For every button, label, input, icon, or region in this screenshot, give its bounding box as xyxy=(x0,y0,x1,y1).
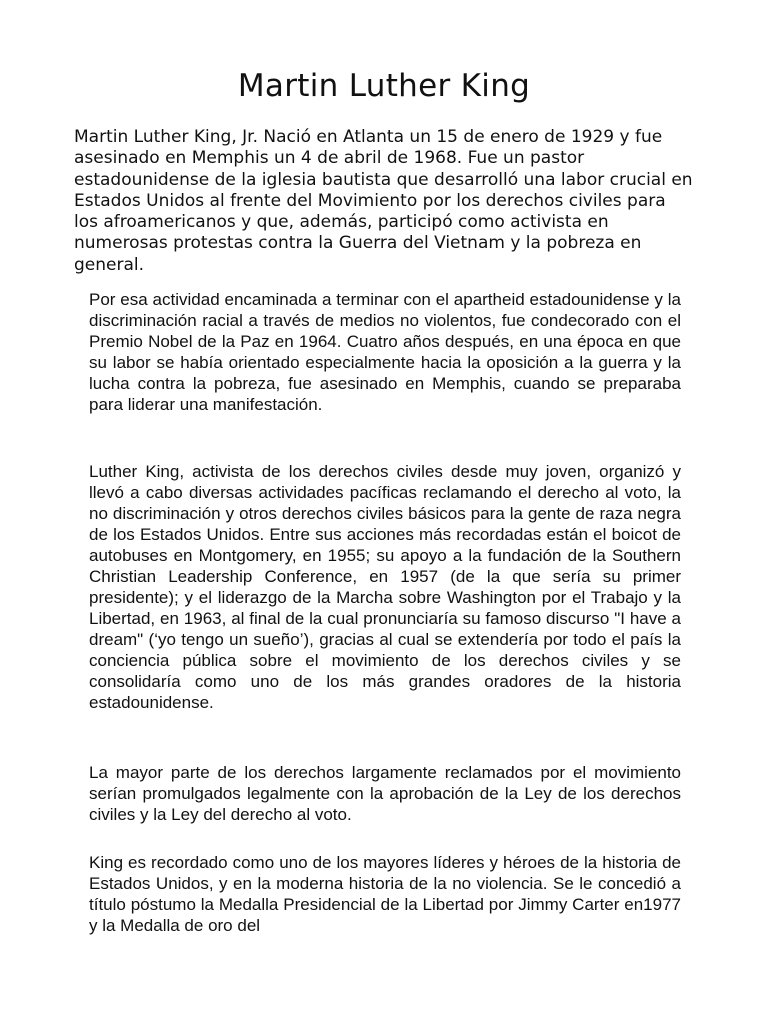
intro-paragraph: Martin Luther King, Jr. Nació en Atlanta un 15 de enero de 1929 y fue asesinado en Memphis un 4 de abril de 1968. Fue un pastor estadounidense de la iglesia bautista que desarrolló una labor crucial en Estados Unidos al frente del Movimiento por los derechos civiles para los afroamericanos y que, además, participó como activista en numerosas protestas contra la Guerra del Vietnam y la pobreza en general. xyxy=(74,127,693,275)
body-paragraph-2: Luther King, activista de los derechos civiles desde muy joven, organizó y llevó a cabo diversas actividades pacíficas reclamando el derecho al voto, la no discriminación y otros derechos civiles básicos para la gente de raza negra de los Estados Unidos. Entre sus acciones más recordadas están el boicot de autobuses en Montgomery, en 1955; su apoyo a la fundación de la Southern Christian Leadership Conference, en 1957 (de la que sería su primer presidente); y el liderazgo de la Marcha sobre Washington por el Trabajo y la Libertad, en 1963, al final de la cual pronunciaría su famoso discurso "I have a dream" (‘yo tengo un sueño’), gracias al cual se extendería por todo el país la conciencia pública sobre el movimiento de los derechos civiles y se consolidaría como uno de los más grandes oradores de la historia estadounidense. xyxy=(89,462,681,712)
page-title: Martin Luther King xyxy=(237,68,531,104)
body-paragraph-1: Por esa actividad encaminada a terminar con el apartheid estadounidense y la discriminación racial a través de medios no violentos, fue condecorado con el Premio Nobel de la Paz en 1964. Cuatro años después, en una época en que su labor se había orientado especialmente hacia la oposición a la guerra y la lucha contra la pobreza, fue asesinado en Memphis, cuando se preparaba para liderar una manifestación. xyxy=(89,290,681,414)
body-paragraph-4: King es recordado como uno de los mayores líderes y héroes de la historia de Estados Unidos, y en la moderna historia de la no violencia. Se le concedió a título póstumo la Medalla Presidencial de la Libertad por Jimmy Carter en1977 y la Medalla de oro del xyxy=(89,853,681,935)
body-paragraph-3: La mayor parte de los derechos largamente reclamados por el movimiento serían promulgados legalmente con la aprobación de la Ley de los derechos civiles y la Ley del derecho al voto. xyxy=(89,763,681,824)
